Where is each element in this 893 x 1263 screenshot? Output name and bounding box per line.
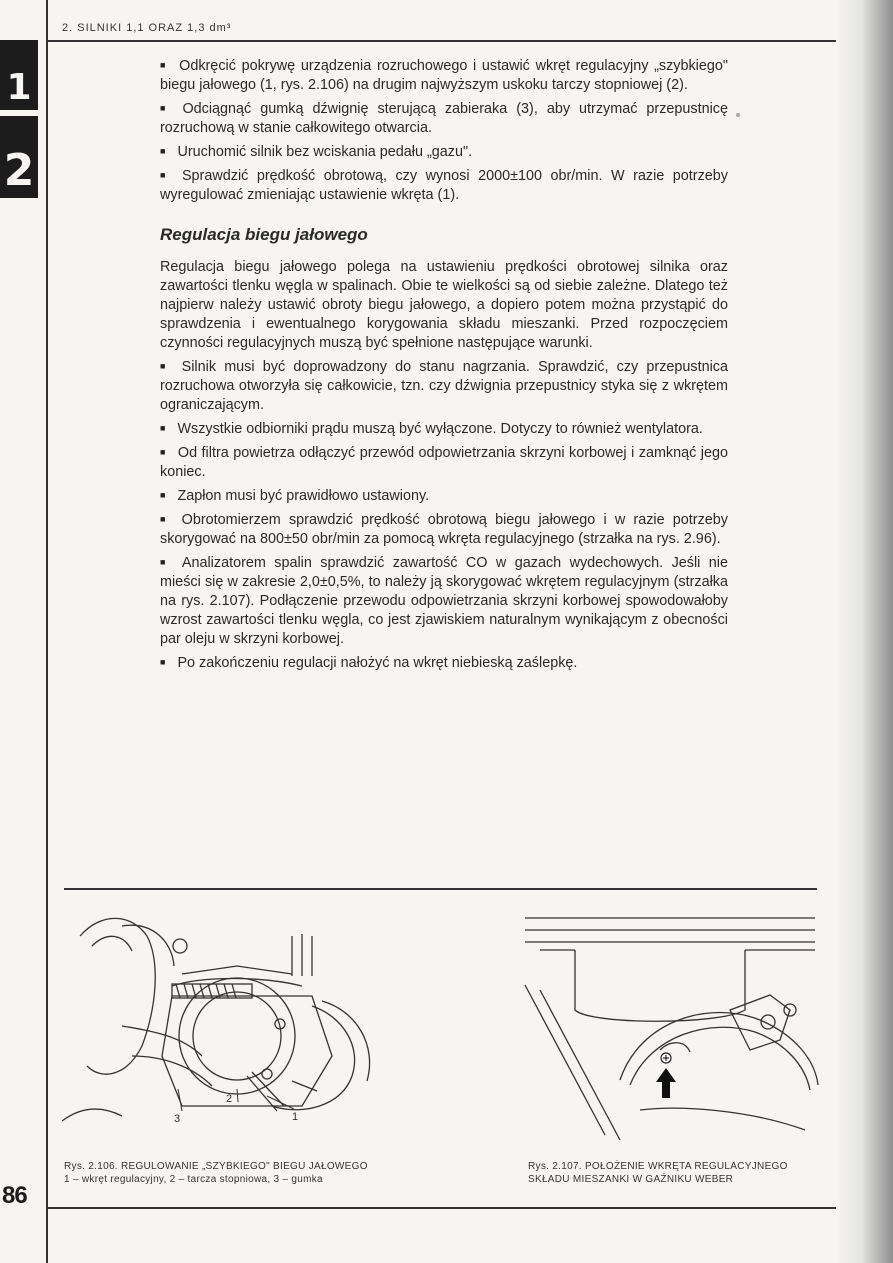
figure-caption-2106-title: Rys. 2.106. REGULOWANIE „SZYBKIEGO" BIEGU JAŁOWEGO [64,1161,368,1172]
condition-bullet-5: ■ Obrotomierzem sprawdzić prędkość obrotową biegu jałowego i w razie potrzeby skorygować na 800±50 obr/min za pomocą wkręta regulacyjnego (strzałka na rys. 2.96). [160,510,728,549]
figure-caption-2106 [64,1160,368,1186]
print-speck [736,113,740,117]
weber-mixture-screw-illustration [520,910,820,1154]
chapter-tab-2: 2 [0,116,38,198]
figure-caption-2106-legend: 1 – wkręt regulacyjny, 2 – tarcza stopniowa, 3 – gumka [64,1174,323,1185]
figure-caption-2107 [528,1160,788,1186]
intro-bullet-3: ■ Uruchomić silnik bez wciskania pedału „gazu". [160,142,728,162]
callout-1: 1 [292,1111,299,1123]
condition-bullet-6: ■ Analizatorem spalin sprawdzić zawartość CO w gazach wydechowych. Jeśli nie mieści się w zakresie 2,0±0,5%, to należy ją skorygować wkrętem regulacyjnym (strzałka na rys. 2.107). Podłączenie przewodu odpowietrzania skrzyni korbowej spowodowałoby wzrost zawartości tlenku węgla, co jest zjawiskiem naturalnym wynikającym z obecności par oleju w skrzyni korbowej. [160,553,728,649]
intro-bullet-2: ■ Odciągnąć gumką dźwignię sterującą zabieraka (3), aby utrzymać przepustnicę rozruchową w stanie całkowitego otwarcia. [160,99,728,138]
carburetor-fast-idle-illustration [62,906,398,1150]
footer-rule [46,1207,836,1209]
condition-bullet-2: ■ Wszystkie odbiorniki prądu muszą być wyłączone. Dotyczy to również wentylatora. [160,419,728,439]
callout-3: 3 [174,1113,181,1125]
left-margin-rule [46,0,48,1263]
pointer-arrow-icon [656,1068,676,1098]
main-text [160,56,728,677]
condition-bullet-3: ■ Od filtra powietrza odłączyć przewód odpowietrzania skrzyni korbowej i zamknąć jego koniec. [160,443,728,482]
condition-bullet-4: ■ Zapłon musi być prawidłowo ustawiony. [160,486,728,506]
intro-bullet-4: ■ Sprawdzić prędkość obrotową, czy wynosi 2000±100 obr/min. W razie potrzeby wyregulować zmieniając ustawienie wkręta (1). [160,166,728,205]
section-paragraph: Regulacja biegu jałowego polega na ustawieniu prędkości obrotowej silnika oraz zawartości tlenku węgla w spalinach. Obie te wielkości są od siebie zależne. Dlatego też najpierw należy ustawić obroty biegu jałowego, a dopiero potem można przystąpić do sprawdzenia i ewentualnego korygowania składu mieszanki. Przed rozpoczęciem czynności regulacyjnych muszą być spełnione następujące warunki. [160,259,728,351]
intro-bullet-1: ■ Odkręcić pokrywę urządzenia rozruchowego i ustawić wkręt regulacyjny „szybkiego" biegu jałowego (1, rys. 2.106) na drugim najwyższym uskoku tarczy stopniowej (2). [160,56,728,95]
condition-bullet-7: ■ Po zakończeniu regulacji nałożyć na wkręt niebieską zaślepkę. [160,653,728,673]
section-heading: Regulacja biegu jałowego [160,225,368,244]
figure-caption-2107-subtitle: SKŁADU MIESZANKI W GAŹNIKU WEBER [528,1174,734,1185]
callout-2: 2 [226,1093,233,1105]
page-number: 86 [2,1182,27,1209]
chapter-tab-1: 1 [0,40,38,110]
running-header: 2. SILNIKI 1,1 ORAZ 1,3 dm³ [62,22,232,34]
condition-bullet-1: ■ Silnik musi być doprowadzony do stanu nagrzania. Sprawdzić, czy przepustnica rozruchowa otworzyła się całkowicie, tzn. czy dźwignia przepustnicy styka się z wkrętem ograniczającym. [160,357,728,415]
figure-caption-2107-title: Rys. 2.107. POŁOŻENIE WKRĘTA REGULACYJNEGO [528,1161,788,1172]
figures-rule [64,888,817,890]
header-rule [46,40,836,42]
page-edge-shadow [835,0,893,1263]
